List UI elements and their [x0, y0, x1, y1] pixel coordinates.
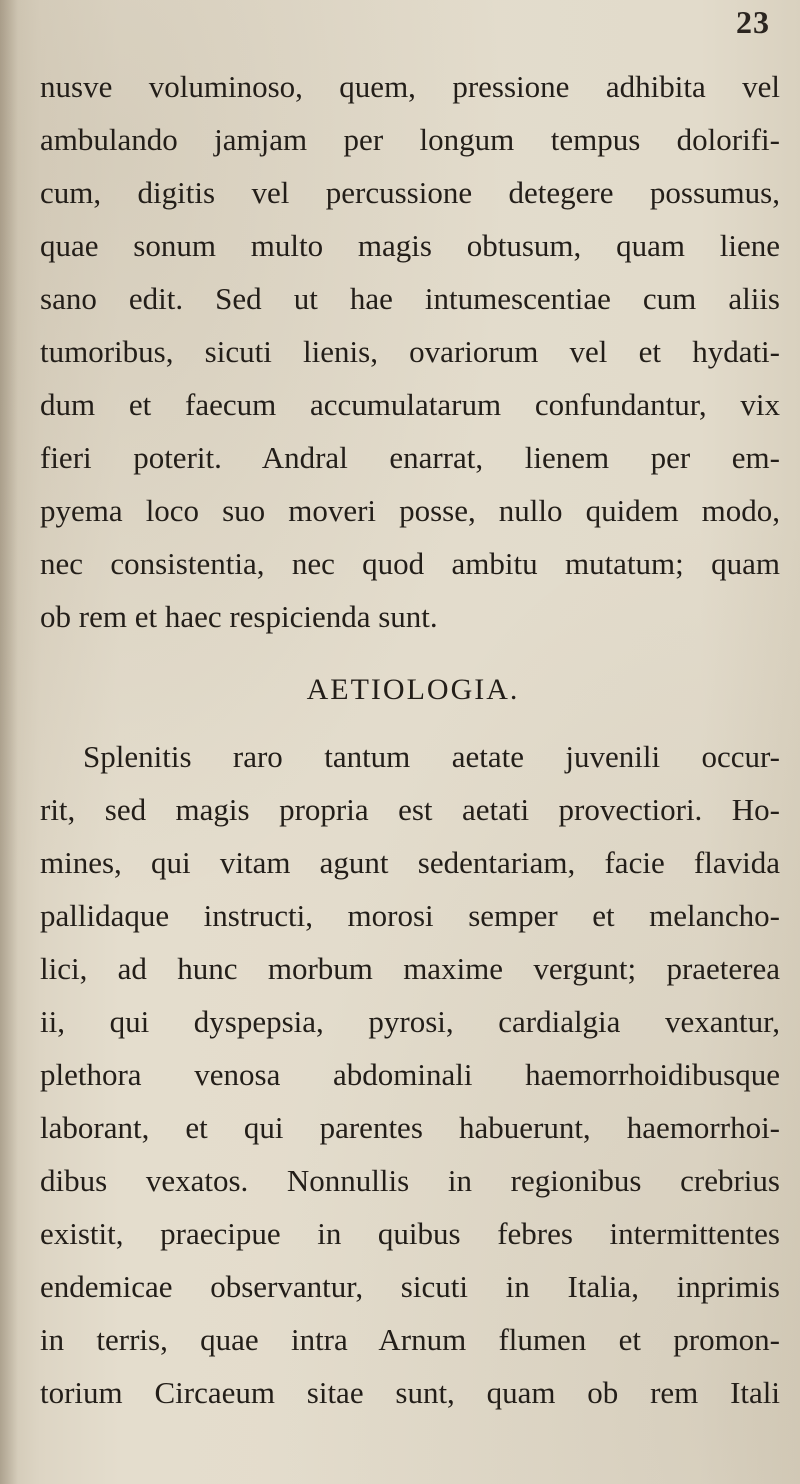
text-line: rit, sed magis propria est aetati provectiori. Ho- — [40, 792, 780, 827]
text-line: plethora venosa abdominali haemorrhoidibusque — [40, 1057, 780, 1092]
binding-shadow — [0, 0, 18, 1484]
text-line: existit, praecipue in quibus febres intermittentes — [40, 1216, 780, 1251]
text-line: ambulando jamjam per longum tempus dolorifi- — [40, 122, 780, 157]
text-line: lici, ad hunc morbum maxime vergunt; praeterea — [40, 951, 780, 986]
text-line: nusve voluminoso, quem, pressione adhibita vel — [40, 69, 780, 104]
page-number: 23 — [736, 4, 770, 40]
text-line: in terris, quae intra Arnum flumen et promon- — [40, 1322, 780, 1357]
text-line: ii, qui dyspepsia, pyrosi, cardialgia vexantur, — [40, 1004, 780, 1039]
text-line: quae sonum multo magis obtusum, quam liene — [40, 228, 780, 263]
text-line: dibus vexatos. Nonnullis in regionibus crebrius — [40, 1163, 780, 1198]
text-line: pyema loco suo moveri posse, nullo quidem modo, — [40, 493, 780, 528]
text-line: mines, qui vitam agunt sedentariam, facie flavida — [40, 845, 780, 880]
text-line: pallidaque instructi, morosi semper et melancho- — [40, 898, 780, 933]
text-line: Splenitis raro tantum aetate juvenili occur- — [83, 739, 780, 774]
text-line: tumoribus, sicuti lienis, ovariorum vel et hydati- — [40, 334, 780, 369]
text-body — [40, 60, 780, 1419]
text-line: endemicae observantur, sicuti in Italia, inprimis — [40, 1269, 780, 1304]
text-line: cum, digitis vel percussione detegere possumus, — [40, 175, 780, 210]
paragraph-2 — [40, 730, 780, 1419]
text-line: sano edit. Sed ut hae intumescentiae cum aliis — [40, 281, 780, 316]
paragraph-1 — [40, 60, 780, 643]
text-line: torium Circaeum sitae sunt, quam ob rem Itali — [40, 1375, 780, 1410]
text-line: dum et faecum accumulatarum confundantur, vix — [40, 387, 780, 422]
section-heading: AETIOLOGIA. — [306, 673, 520, 706]
text-line: laborant, et qui parentes habuerunt, haemorrhoi- — [40, 1110, 780, 1145]
text-line: fieri poterit. Andral enarrat, lienem per em- — [40, 440, 780, 475]
text-line: ob rem et haec respicienda sunt. — [40, 599, 438, 634]
text-line: nec consistentia, nec quod ambitu mutatum; quam — [40, 546, 780, 581]
